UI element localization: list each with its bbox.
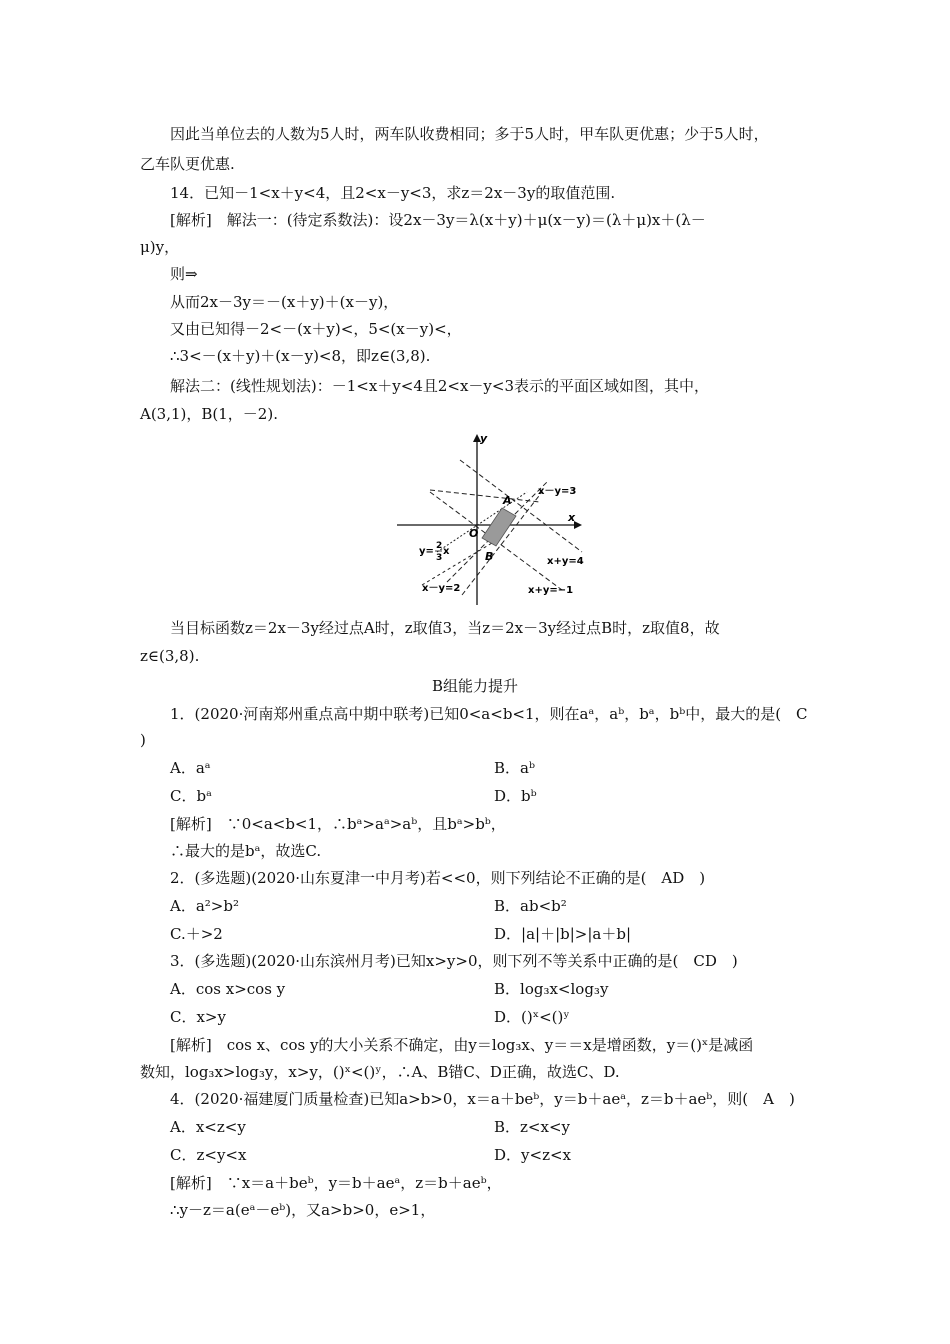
question-3: 3．(多选题)(2020·山东滨州月考)已知x>y>0，则下列不等关系中正确的是( CD ) bbox=[170, 952, 738, 970]
label-y-eq: y= bbox=[419, 546, 434, 557]
solution-line: A(3,1)，B(1，－2). bbox=[140, 405, 278, 423]
solution-line: 又由已知得－2<－(x＋y)<，5<(x－y)<， bbox=[170, 320, 462, 338]
option-a: A．x<z<y bbox=[170, 1118, 246, 1136]
option-b: B．z<x<y bbox=[494, 1118, 570, 1136]
option-c: C.＋>2 bbox=[170, 925, 223, 943]
question-1-cont: ) bbox=[140, 731, 146, 749]
solution-line: 则⇒ bbox=[170, 265, 198, 283]
solution-line: 从而2x－3y＝－(x＋y)＋(x－y)， bbox=[170, 293, 399, 311]
label-x-minus-y-2: x－y=2 bbox=[422, 583, 461, 594]
option-a: A．cos x>cos y bbox=[170, 980, 286, 998]
solution-line: μ)y， bbox=[140, 238, 180, 256]
solution-line: 解法二：(线性规划法)：－1<x＋y<4且2<x－y<3表示的平面区域如图，其中， bbox=[170, 377, 710, 395]
x-axis-arrow bbox=[574, 521, 582, 529]
text-line: 因此当单位去的人数为5人时，两车队收费相同；多于5人时，甲车队更优惠；少于5人时， bbox=[170, 125, 769, 143]
question-1: 1．(2020·河南郑州重点高中期中联考)已知0<a<b<1，则在aᵃ，aᵇ，bᵃ，bᵇ中，最大的是( C bbox=[170, 705, 808, 723]
option-d: D．y<z<x bbox=[494, 1146, 571, 1164]
label-x-minus-y-3: x－y=3 bbox=[538, 486, 577, 497]
question-4: 4．(2020·福建厦门质量检查)已知a>b>0，x＝a＋beᵇ，y＝b＋aeᵃ，z＝b＋aeᵇ，则( A ) bbox=[170, 1090, 795, 1108]
x-axis-label: x bbox=[568, 511, 576, 524]
solution-line: [解析] 解法一：(待定系数法)：设2x－3y＝λ(x＋y)＋μ(x－y)＝(λ＋μ)x＋(λ－ bbox=[170, 211, 706, 229]
feasible-region bbox=[482, 508, 516, 546]
solution-line: z∈(3,8). bbox=[140, 647, 200, 665]
option-c: C．bᵃ bbox=[170, 787, 212, 805]
option-d: D．bᵇ bbox=[494, 787, 537, 805]
option-c: C．x>y bbox=[170, 1008, 226, 1026]
point-a-label: A bbox=[503, 494, 512, 507]
problem-14: 14．已知－1<x＋y<4，且2<x－y<3，求z＝2x－3y的取值范围. bbox=[170, 184, 616, 202]
option-a: A．a²>b² bbox=[170, 897, 239, 915]
y-axis-label: y bbox=[480, 432, 488, 445]
solution-line: ∴3<－(x＋y)＋(x－y)<8，即z∈(3,8). bbox=[170, 347, 431, 365]
label-y-num: 2 bbox=[436, 541, 443, 551]
label-x-plus-y-minus-1: x+y=−1 bbox=[528, 585, 574, 596]
solution-line: [解析] ∵0<a<b<1，∴bᵃ>aᵃ>aᵇ，且bᵃ>bᵇ， bbox=[170, 815, 506, 833]
text-line: 乙车队更优惠. bbox=[140, 155, 235, 173]
label-y-var: x bbox=[443, 546, 450, 557]
solution-line: 当目标函数z＝2x－3y经过点A时，z取值3，当z＝2x－3y经过点B时，z取值8，故 bbox=[170, 619, 720, 637]
option-d: D．|a|＋|b|>|a＋b| bbox=[494, 925, 632, 943]
solution-line: [解析] ∵x＝a＋beᵇ，y＝b＋aeᵃ，z＝b＋aeᵇ， bbox=[170, 1174, 502, 1192]
solution-line: [解析] cos x、cos y的大小关系不确定，由y＝log₃x、y＝＝x是增函数，y＝()ˣ是减函 bbox=[170, 1036, 754, 1054]
solution-line: ∴y－z＝a(eᵃ－eᵇ)，又a>b>0，e>1， bbox=[170, 1201, 436, 1219]
option-c: C．z<y<x bbox=[170, 1146, 247, 1164]
option-b: B．ab<b² bbox=[494, 897, 567, 915]
line-x-minus-y-3 bbox=[430, 490, 540, 502]
origin-label: O bbox=[469, 527, 479, 540]
region-diagram bbox=[392, 430, 602, 610]
line-y-two-thirds-x bbox=[437, 492, 527, 552]
option-a: A．aᵃ bbox=[170, 759, 211, 777]
label-y-den: 3 bbox=[436, 553, 443, 563]
point-b-label: B bbox=[485, 550, 494, 563]
option-b: B．aᵇ bbox=[494, 759, 535, 777]
label-x-plus-y-4: x+y=4 bbox=[547, 556, 584, 567]
solution-line: ∴最大的是bᵃ，故选C. bbox=[170, 842, 322, 860]
line-x-minus-y-3b bbox=[462, 492, 542, 595]
solution-line: 数知，log₃x>log₃y，x>y，()ˣ<()ʸ，∴A、B错C、D正确，故选C、D. bbox=[140, 1063, 620, 1081]
option-d: D．()ˣ<()ʸ bbox=[494, 1008, 570, 1026]
section-title: B组能力提升 bbox=[431, 677, 519, 695]
question-2: 2．(多选题)(2020·山东夏津一中月考)若<<0，则下列结论不正确的是( AD ) bbox=[170, 869, 706, 887]
option-b: B．log₃x<log₃y bbox=[494, 980, 609, 998]
